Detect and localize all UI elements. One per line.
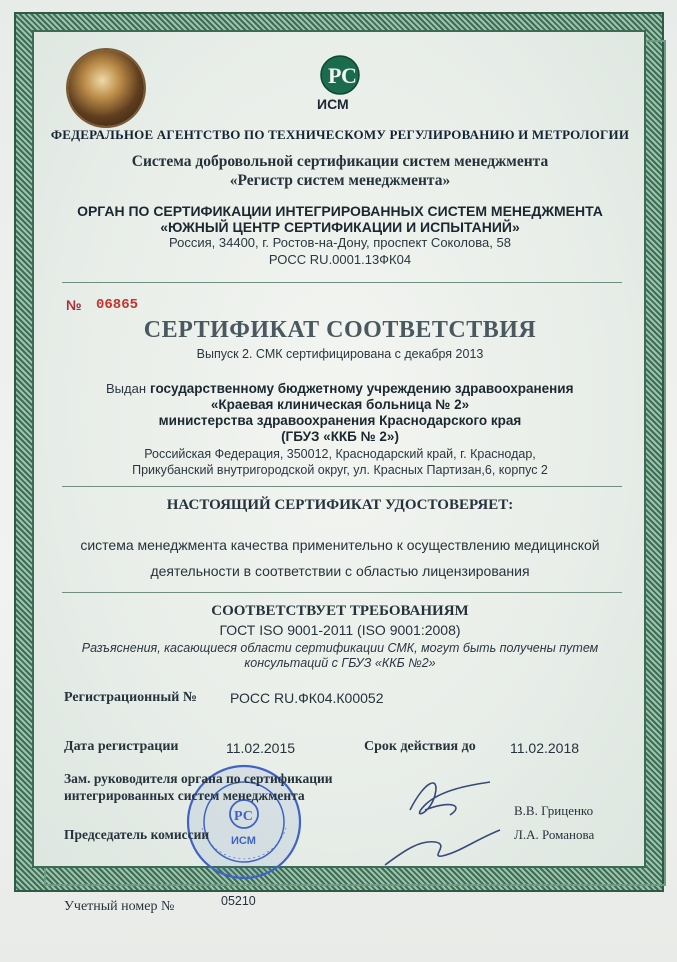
- agency-name: ФЕДЕРАЛЬНОЕ АГЕНТСТВО ПО ТЕХНИЧЕСКОМУ РЕГУЛИРОВАНИЮ И МЕТРОЛОГИИ: [50, 127, 630, 142]
- issued-to-line3: министерства здравоохранения Краснодарского края: [158, 413, 522, 428]
- registration-number-label: Регистрационный №: [64, 690, 197, 705]
- issued-to-line2: «Краевая клиническая больница № 2»: [210, 397, 470, 412]
- issued-to-line1: государственному бюджетному учреждению здравоохранения: [150, 381, 574, 396]
- deputy-title-line1: Зам. руководителя органа по сертификации: [64, 771, 333, 786]
- scope-line1: система менеджмента качества применительно к осуществлению медицинской: [80, 537, 600, 553]
- svg-text:РС: РС: [234, 809, 253, 824]
- logo-text: ИСМ: [317, 96, 349, 112]
- chair-label: Председатель комиссии: [64, 827, 210, 842]
- explanation-line1: Разъяснения, касающиеся области сертификации СМК, могут быть получены путем: [81, 641, 599, 655]
- deputy-name: В.В. Гриценко: [514, 803, 594, 818]
- organ-registration: РОСС RU.0001.13ФК04: [268, 252, 412, 267]
- organ-name-line1: ОРГАН ПО СЕРТИФИКАЦИИ ИНТЕГРИРОВАННЫХ СИСТЕМ МЕНЕДЖМЕНТА: [77, 203, 603, 219]
- explanation-line2: консультаций с ГБУЗ «ККБ №2»: [244, 656, 436, 670]
- stamp-text: ИСМ: [231, 835, 256, 847]
- certifies-heading: НАСТОЯЩИЙ СЕРТИФИКАТ УДОСТОВЕРЯЕТ:: [166, 497, 514, 513]
- svg-text:С: С: [341, 63, 357, 88]
- deputy-title-line2: интегрированных систем менеджмента: [64, 788, 305, 803]
- registration-date-label: Дата регистрации: [64, 739, 179, 754]
- holder-address-line2: Прикубанский внутригородской округ, ул. Красных Партизан,6, корпус 2: [132, 463, 548, 477]
- certificate-number: 06865: [96, 297, 139, 313]
- valid-until-date: 11.02.2018: [510, 740, 580, 756]
- account-number: 05210: [221, 894, 256, 908]
- conforms-heading: СООТВЕТСТВУЕТ ТРЕБОВАНИЯМ: [211, 603, 469, 619]
- rst-ism-logo: [314, 53, 376, 113]
- divider-scope: [62, 592, 622, 593]
- certificate-title: СЕРТИФИКАТ СООТВЕТСТВИЯ: [143, 317, 537, 343]
- divider-middle: [62, 486, 622, 487]
- account-number-label: Учетный номер №: [64, 899, 175, 914]
- issued-label: Выдан: [106, 381, 147, 396]
- issue-line: Выпуск 2. СМК сертифицирована с декабря 2013: [196, 347, 484, 361]
- valid-until-label: Срок действия до: [364, 739, 476, 754]
- organ-name-line2: «ЮЖНЫЙ ЦЕНТР СЕРТИФИКАЦИИ И ИСПЫТАНИЙ»: [160, 219, 520, 235]
- hologram-seal-icon: [68, 50, 144, 126]
- organ-address: Россия, 34400, г. Ростов-на-Дону, проспект Соколова, 58: [169, 235, 511, 250]
- issued-to-line4: (ГБУЗ «ККБ № 2»): [281, 429, 399, 444]
- divider-top: [62, 282, 622, 283]
- registration-number: РОСС RU.ФК04.К00052: [230, 690, 384, 706]
- signatures: [380, 770, 520, 870]
- holder-address-line1: Российская Федерация, 350012, Краснодарский край, г. Краснодар,: [144, 447, 536, 461]
- certificate-number-label: №: [66, 297, 82, 313]
- standard-name: ГОСТ ISO 9001-2011 (ISO 9001:2008): [219, 622, 461, 638]
- registration-date: 11.02.2015: [226, 740, 296, 756]
- chair-name: Л.А. Романова: [514, 827, 595, 842]
- scope-line2: деятельности в соответствии с областью лицензирования: [150, 563, 530, 579]
- system-name-line1: Система добровольной сертификации систем менеджмента: [131, 153, 549, 170]
- system-name-line2: «Регистр систем менеджмента»: [229, 172, 451, 189]
- svg-text:Р: Р: [328, 63, 342, 88]
